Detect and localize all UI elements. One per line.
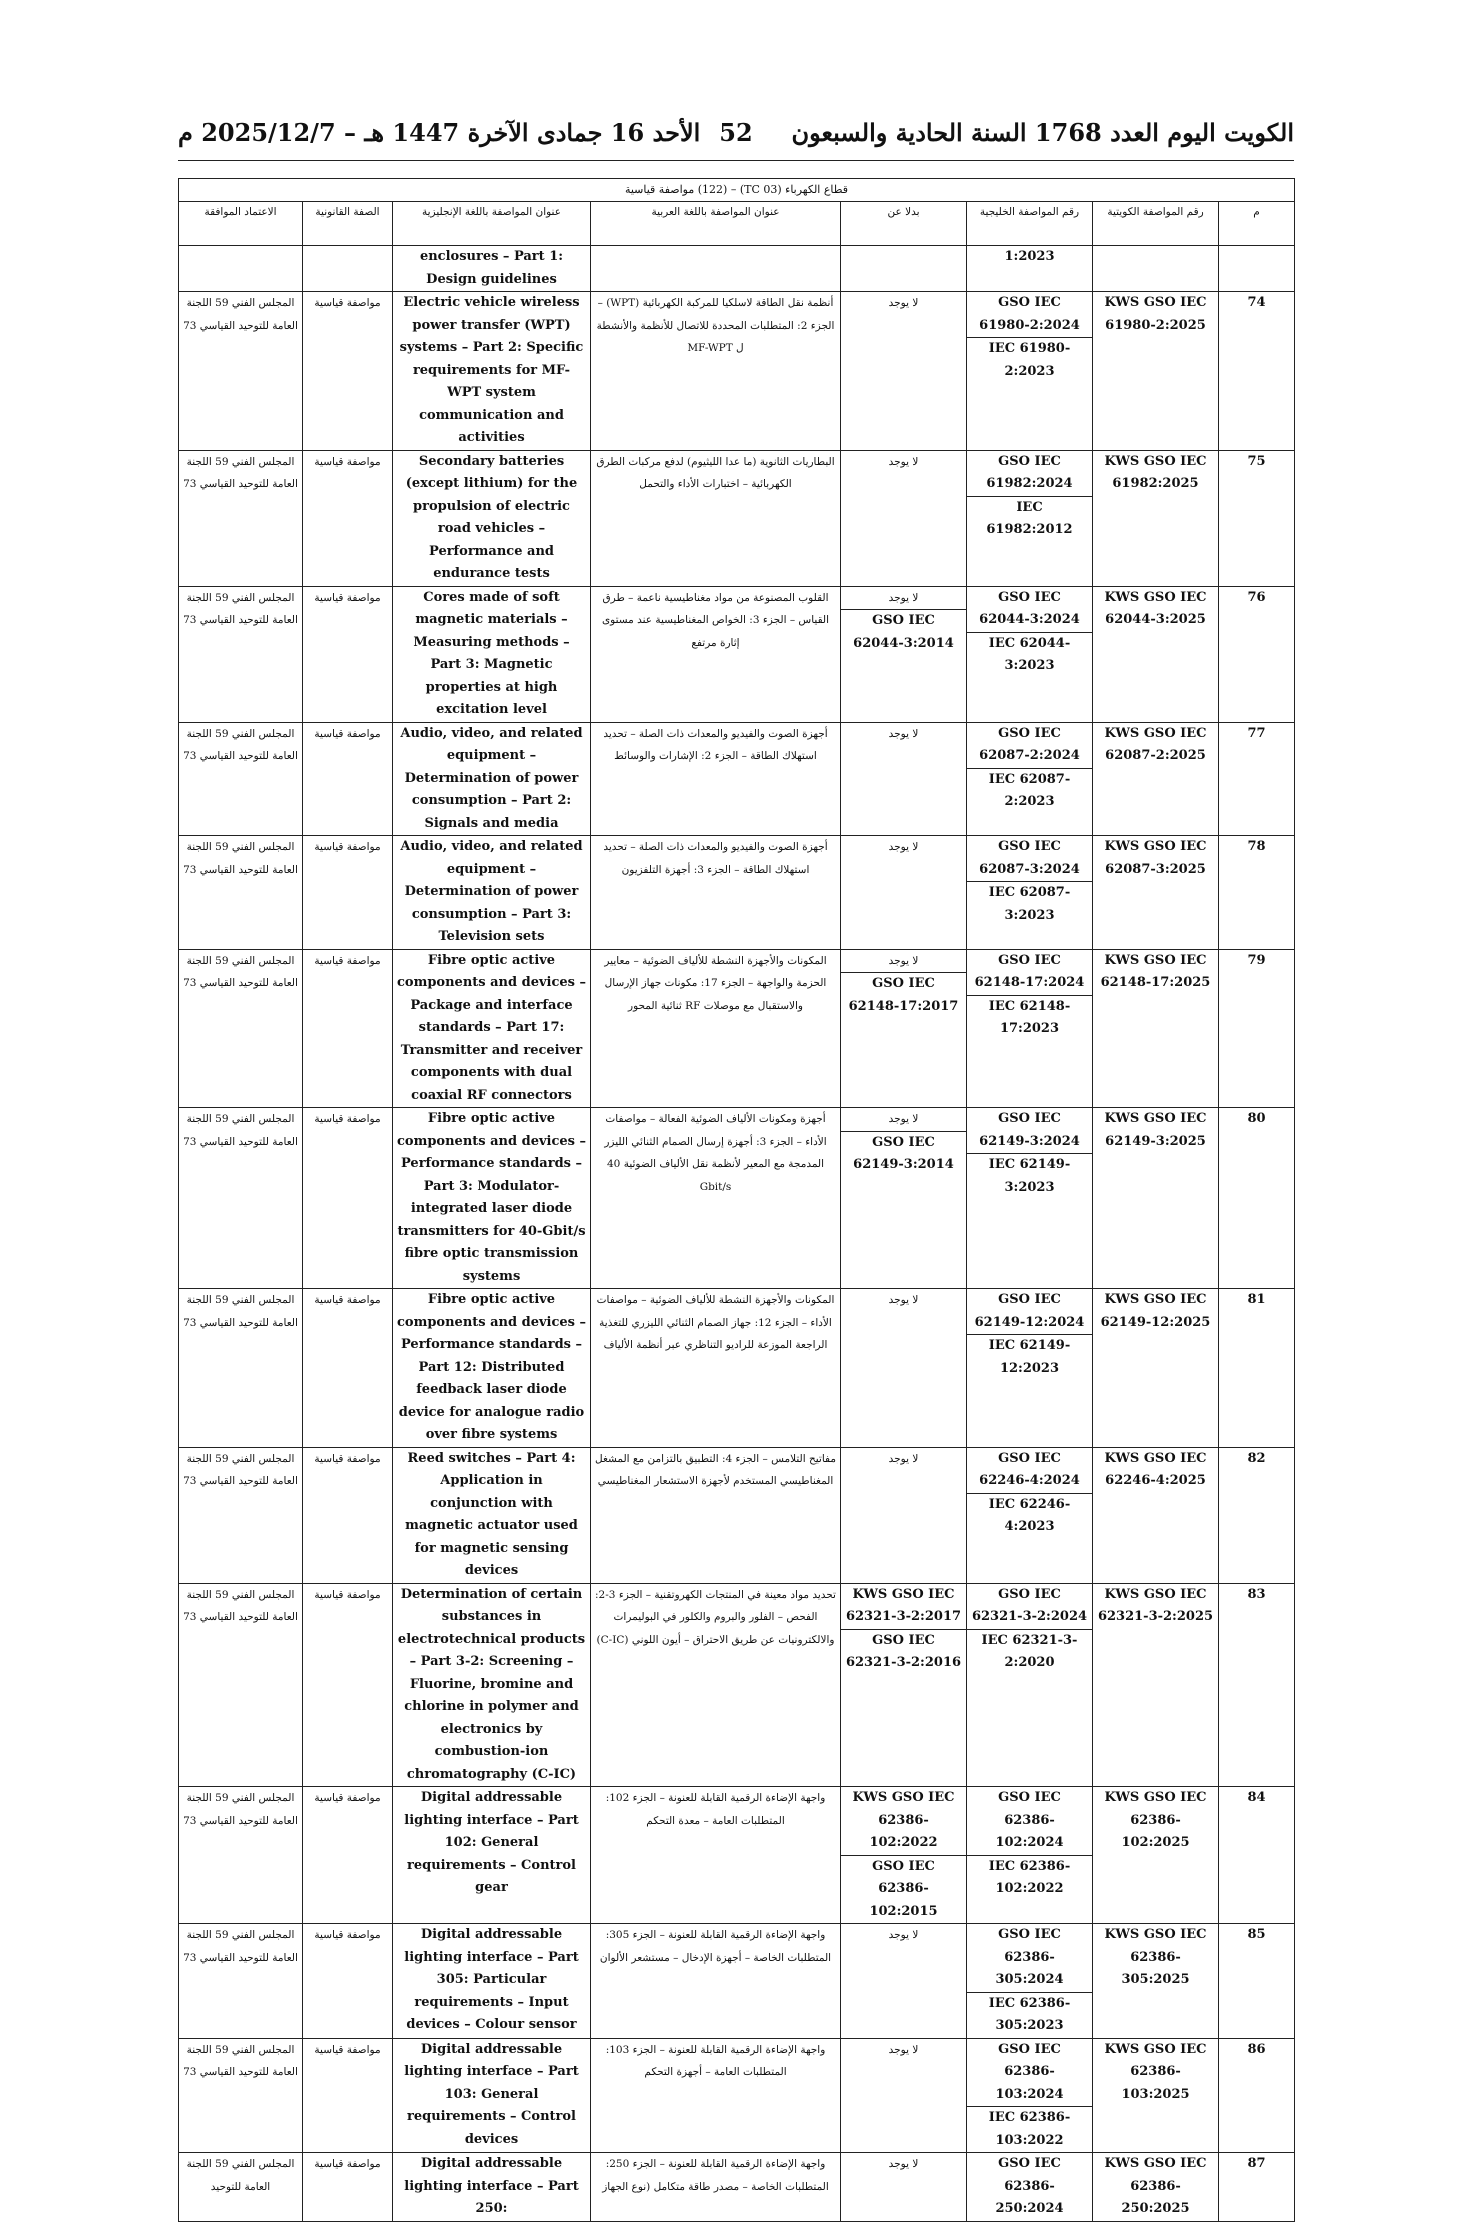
approval: المجلس الفني 59 اللجنة العامة للتوحيد القياسي 73: [179, 1583, 303, 1787]
replaced-cell: [841, 292, 967, 451]
legal-status: مواصفة قياسية: [303, 1447, 393, 1583]
kws-number: KWS GSO IEC 62386-102:2025: [1093, 1787, 1219, 1924]
english-title: Digital addressable lighting interface – Part 250:: [393, 2153, 591, 2222]
legal-status: مواصفة قياسية: [303, 1289, 393, 1448]
replaced-cell: [841, 1108, 967, 1289]
approval: المجلس الفني 59 اللجنة العامة للتوحيد: [179, 2153, 303, 2222]
row-number: 78: [1219, 836, 1295, 950]
replaced-cell: [841, 1787, 967, 1924]
row-number: 76: [1219, 586, 1295, 722]
iec-number: IEC 62148-17:2023: [988, 998, 1071, 1036]
english-title: Electric vehicle wireless power transfer (WPT) systems – Part 2: Specific requirements for MF-WPT system communication and activities: [393, 292, 591, 451]
replaced-cell: [841, 949, 967, 1108]
english-title: Determination of certain substances in electrotechnical products – Part 3-2: Screening – Fluorine, bromine and chlorine in polymer and electronics by combustion-ion chromatography (C-IC): [393, 1583, 591, 1787]
kws-number: KWS GSO IEC 62386-250:2025: [1093, 2153, 1219, 2222]
row-number: 75: [1219, 450, 1295, 586]
gso-number-cell: [967, 836, 1093, 950]
gso-number-cell: [967, 722, 1093, 836]
table-row: [179, 586, 1295, 722]
arabic-title: تحديد مواد معينة في المنتجات الكهروتقنية – الجزء 3-2: الفحص – الفلور والبروم والكلور في البوليمرات والالكترونيات عن طريق الاحتراق – أيون اللوني (C-IC): [591, 1583, 841, 1787]
gso-number: GSO IEC 62386-102:2024: [967, 1787, 1092, 1856]
gso-number: GSO IEC 62087-3:2024: [967, 836, 1092, 882]
page-header: [178, 118, 1294, 158]
gso-number-cell: [967, 450, 1093, 586]
gso-number: GSO IEC 61982:2024: [967, 451, 1092, 497]
row-number: 79: [1219, 949, 1295, 1108]
english-title: Fibre optic active components and devices – Package and interface standards – Part 17: Transmitter and receiver components with dual coaxial RF connectors: [393, 949, 591, 1108]
replaced-primary: لا يوجد: [841, 587, 966, 611]
kws-number: KWS GSO IEC 62149-3:2025: [1093, 1108, 1219, 1289]
english-title: Cores made of soft magnetic materials – Measuring methods – Part 3: Magnetic properties at high excitation level: [393, 586, 591, 722]
arabic-title: مفاتيح التلامس – الجزء 4: التطبيق بالتزامن مع المشغل المغناطيسي المستخدم لأجهزة الاستشعار المغناطيسي: [591, 1447, 841, 1583]
replaced-primary: لا يوجد: [841, 950, 966, 974]
approval: المجلس الفني 59 اللجنة العامة للتوحيد القياسي 73: [179, 1924, 303, 2039]
table-row: [179, 836, 1295, 950]
table-row: [179, 1289, 1295, 1448]
col-header-ar-title: عنوان المواصفة باللغة العربية: [591, 202, 841, 246]
gso-number-cell: [967, 292, 1093, 451]
iec-number: IEC 62149-3:2023: [988, 1157, 1071, 1195]
row-number: 77: [1219, 722, 1295, 836]
approval: المجلس الفني 59 اللجنة العامة للتوحيد القياسي 73: [179, 2038, 303, 2153]
gso-number: GSO IEC 62386-103:2024: [967, 2039, 1092, 2108]
iec-number: IEC 62149-12:2023: [988, 1338, 1071, 1376]
arabic-title: واجهة الإضاءة الرقمية القابلة للعنونة – الجزء 102: المتطلبات العامة – معدة التحكم: [591, 1787, 841, 1924]
iec-number: IEC 62386-305:2023: [988, 1995, 1071, 2033]
replaced-cell: [841, 1924, 967, 2039]
continuation-gso: 1:2023: [967, 246, 1093, 292]
english-title: Digital addressable lighting interface – Part 102: General requirements – Control gear: [393, 1787, 591, 1924]
replaced-primary: لا يوجد: [888, 841, 919, 853]
arabic-title: واجهة الإضاءة الرقمية القابلة للعنونة – الجزء 250: المتطلبات الخاصة – مصدر طاقة متكامل (نوع الجهاز: [591, 2153, 841, 2222]
legal-status: مواصفة قياسية: [303, 1583, 393, 1787]
replaced-primary: لا يوجد: [888, 1294, 919, 1306]
legal-status: مواصفة قياسية: [303, 1924, 393, 2039]
newspaper-issue: الكويت اليوم العدد 1768 السنة الحادية والسبعون: [791, 118, 1294, 147]
approval: المجلس الفني 59 اللجنة العامة للتوحيد القياسي 73: [179, 1289, 303, 1448]
row-number: 83: [1219, 1583, 1295, 1787]
gso-number: GSO IEC 62386-250:2024: [995, 2156, 1064, 2216]
arabic-title: القلوب المصنوعة من مواد مغناطيسية ناعمة – طرق القياس – الجزء 3: الخواص المغناطيسية عند مستوى إثارة مرتفع: [591, 586, 841, 722]
row-number: 74: [1219, 292, 1295, 451]
iec-number: IEC 62321-3-2:2020: [981, 1632, 1078, 1670]
replaced-cell: [841, 1583, 967, 1787]
replaced-primary: لا يوجد: [888, 727, 919, 740]
iec-number: IEC 61980-2:2023: [988, 341, 1071, 379]
gso-number: GSO IEC 62246-4:2024: [967, 1448, 1092, 1494]
issue-date: الأحد 16 جمادى الآخرة 1447 هـ – 2025/12/7 م: [178, 118, 701, 147]
approval: المجلس الفني 59 اللجنة العامة للتوحيد القياسي 73: [179, 586, 303, 722]
header-rule: [178, 160, 1294, 161]
table-row: [179, 1583, 1295, 1787]
iec-number: IEC 62386-102:2022: [988, 1858, 1071, 1896]
row-number: 85: [1219, 1924, 1295, 2039]
table-row: [179, 949, 1295, 1108]
replaced-primary: KWS GSO IEC 62321-3-2:2017: [841, 1584, 966, 1630]
arabic-title: واجهة الإضاءة الرقمية القابلة للعنونة – الجزء 305: المتطلبات الخاصة – أجهزة الإدخال – مستشعر الألوان: [591, 1924, 841, 2039]
replaced-primary: لا يوجد: [888, 2043, 919, 2056]
replaced-cell: [841, 836, 967, 950]
row-number: 81: [1219, 1289, 1295, 1448]
legal-status: مواصفة قياسية: [303, 1787, 393, 1924]
continuation-row: [179, 246, 1295, 292]
row-number: 82: [1219, 1447, 1295, 1583]
english-title: Reed switches – Part 4: Application in conjunction with magnetic actuator used for magnetic sensing devices: [393, 1447, 591, 1583]
row-number: 86: [1219, 2038, 1295, 2153]
table-row: [179, 1447, 1295, 1583]
gso-number-cell: [967, 1583, 1093, 1787]
gso-number: GSO IEC 62321-3-2:2024: [967, 1584, 1092, 1630]
kws-number: KWS GSO IEC 62321-3-2:2025: [1093, 1583, 1219, 1787]
replaced-cell: [841, 1447, 967, 1583]
arabic-title: المكونات والأجهزة النشطة للألياف الضوئية – مواصفات الأداء – الجزء 12: جهاز الصمام الثنائي الليزري للتغذية الراجعة الموزعة للراديو التناظري عبر أنظمة الألياف: [591, 1289, 841, 1448]
replaced-primary: KWS GSO IEC 62386-102:2022: [841, 1787, 966, 1856]
gso-number: GSO IEC 62386-305:2024: [967, 1924, 1092, 1993]
replaced-primary: لا يوجد: [888, 2158, 919, 2170]
row-number: 80: [1219, 1108, 1295, 1289]
gso-number-cell: [967, 1787, 1093, 1924]
approval: المجلس الفني 59 اللجنة العامة للتوحيد القياسي 73: [179, 450, 303, 586]
arabic-title: البطاريات الثانوية (ما عدا الليثيوم) لدفع مركبات الطرق الكهربائية – اختبارات الأداء والتحمل: [591, 450, 841, 586]
replaced-secondary: GSO IEC 62386-102:2015: [869, 1858, 938, 1919]
legal-status: مواصفة قياسية: [303, 292, 393, 451]
legal-status: مواصفة قياسية: [303, 949, 393, 1108]
approval: المجلس الفني 59 اللجنة العامة للتوحيد القياسي 73: [179, 722, 303, 836]
approval: المجلس الفني 59 اللجنة العامة للتوحيد القياسي 73: [179, 292, 303, 451]
iec-number: IEC 62386-103:2022: [988, 2110, 1071, 2148]
table-row: [179, 2153, 1295, 2222]
kws-number: KWS GSO IEC 62044-3:2025: [1093, 586, 1219, 722]
gso-number-cell: [967, 586, 1093, 722]
iec-number: IEC 62044-3:2023: [988, 635, 1071, 673]
gso-number: GSO IEC 62149-3:2024: [967, 1108, 1092, 1154]
approval: المجلس الفني 59 اللجنة العامة للتوحيد القياسي 73: [179, 1447, 303, 1583]
arabic-title: أنظمة نقل الطاقة لاسلكيا للمركبة الكهربائية (WPT) – الجزء 2: المتطلبات المحددة للاتصال للأنظمة والأنشطة ل MF-WPT: [591, 292, 841, 451]
kws-number: KWS GSO IEC 62149-12:2025: [1093, 1289, 1219, 1448]
gso-number-cell: [967, 2153, 1093, 2222]
replaced-cell: [841, 2153, 967, 2222]
replaced-primary: لا يوجد: [888, 1452, 919, 1465]
english-title: Fibre optic active components and devices – Performance standards – Part 12: Distributed feedback laser diode device for analogue radio over fibre systems: [393, 1289, 591, 1448]
page-number: 52: [719, 118, 753, 147]
kws-number: KWS GSO IEC 61980-2:2025: [1093, 292, 1219, 451]
replaced-cell: [841, 722, 967, 836]
table-row: [179, 722, 1295, 836]
arabic-title: واجهة الإضاءة الرقمية القابلة للعنونة – الجزء 103: المتطلبات العامة – أجهزة التحكم: [591, 2038, 841, 2153]
legal-status: مواصفة قياسية: [303, 1108, 393, 1289]
row-number: 84: [1219, 1787, 1295, 1924]
standards-table: [178, 178, 1295, 2222]
replaced-primary: لا يوجد: [888, 1929, 919, 1941]
kws-number: KWS GSO IEC 62386-103:2025: [1093, 2038, 1219, 2153]
approval: المجلس الفني 59 اللجنة العامة للتوحيد القياسي 73: [179, 949, 303, 1108]
iec-number: IEC 62246-4:2023: [988, 1496, 1071, 1534]
iec-number: IEC 62087-2:2023: [988, 771, 1071, 809]
gso-number-cell: [967, 1108, 1093, 1289]
col-header-m: م: [1219, 202, 1295, 246]
row-number: 87: [1219, 2153, 1295, 2222]
approval: المجلس الفني 59 اللجنة العامة للتوحيد القياسي 73: [179, 1787, 303, 1924]
kws-number: KWS GSO IEC 62246-4:2025: [1093, 1447, 1219, 1583]
replaced-secondary: GSO IEC 62321-3-2:2016: [845, 1632, 962, 1670]
iec-number: IEC 62087-3:2023: [988, 885, 1071, 923]
english-title: Secondary batteries (except lithium) for the propulsion of electric road vehicles – Performance and endurance tests: [393, 450, 591, 586]
legal-status: مواصفة قياسية: [303, 836, 393, 950]
table-row: [179, 450, 1295, 586]
col-header-en-title: عنوان المواصفة باللغة الإنجليزية: [393, 202, 591, 246]
replaced-primary: لا يوجد: [888, 297, 919, 309]
replaced-cell: [841, 586, 967, 722]
kws-number: KWS GSO IEC 62386-305:2025: [1093, 1924, 1219, 2039]
replaced-secondary: GSO IEC 62148-17:2017: [848, 976, 959, 1014]
legal-status: مواصفة قياسية: [303, 2038, 393, 2153]
replaced-primary: لا يوجد: [888, 455, 919, 468]
gso-number-cell: [967, 1289, 1093, 1448]
kws-number: KWS GSO IEC 61982:2025: [1093, 450, 1219, 586]
table-row: [179, 1787, 1295, 1924]
replaced-cell: [841, 1289, 967, 1448]
replaced-secondary: GSO IEC 62044-3:2014: [853, 613, 954, 651]
table-row: [179, 1924, 1295, 2039]
approval: المجلس الفني 59 اللجنة العامة للتوحيد القياسي 73: [179, 836, 303, 950]
arabic-title: أجهزة ومكونات الألياف الضوئية الفعالة – مواصفات الأداء – الجزء 3: أجهزة إرسال الصمام الثنائي الليزر المدمجة مع المعير لأنظمة نقل الألياف الضوئية 40 Gbit/s: [591, 1108, 841, 1289]
english-title: Audio, video, and related equipment – Determination of power consumption – Part 3: Television sets: [393, 836, 591, 950]
iec-number: IEC 61982:2012: [986, 499, 1073, 537]
table-row: [179, 2038, 1295, 2153]
legal-status: مواصفة قياسية: [303, 722, 393, 836]
arabic-title: المكونات والأجهزة النشطة للألياف الضوئية – معايير الحزمة والواجهة – الجزء 17: مكونات جهاز الإرسال والاستقبال مع موصلات RF ثنائية المحور: [591, 949, 841, 1108]
replaced-cell: [841, 2038, 967, 2153]
col-header-kws: رقم المواصفة الكويتية: [1093, 202, 1219, 246]
english-title: Fibre optic active components and devices – Performance standards – Part 3: Modulator-integrated laser diode transmitters for 40-Gbit/s fibre optic transmission systems: [393, 1108, 591, 1289]
replaced-secondary: GSO IEC 62149-3:2014: [853, 1134, 954, 1172]
col-header-legal: الصفة القانونية: [303, 202, 393, 246]
legal-status: مواصفة قياسية: [303, 450, 393, 586]
legal-status: مواصفة قياسية: [303, 586, 393, 722]
legal-status: مواصفة قياسية: [303, 2153, 393, 2222]
arabic-title: أجهزة الصوت والفيديو والمعدات ذات الصلة – تحديد استهلاك الطاقة – الجزء 2: الإشارات والوسائط: [591, 722, 841, 836]
replaced-cell: [841, 450, 967, 586]
table-row: [179, 292, 1295, 451]
gso-number-cell: [967, 949, 1093, 1108]
gso-number-cell: [967, 2038, 1093, 2153]
kws-number: KWS GSO IEC 62087-2:2025: [1093, 722, 1219, 836]
continuation-en-title: enclosures – Part 1: Design guidelines: [393, 246, 591, 292]
replaced-primary: لا يوجد: [841, 1108, 966, 1132]
gso-number: GSO IEC 62087-2:2024: [967, 723, 1092, 769]
col-header-replaced: بدلا عن: [841, 202, 967, 246]
col-header-gso: رقم المواصفة الخليجية: [967, 202, 1093, 246]
english-title: Digital addressable lighting interface – Part 103: General requirements – Control devices: [393, 2038, 591, 2153]
gso-number: GSO IEC 61980-2:2024: [967, 292, 1092, 338]
table-row: [179, 1108, 1295, 1289]
gso-number-cell: [967, 1924, 1093, 2039]
approval: المجلس الفني 59 اللجنة العامة للتوحيد القياسي 73: [179, 1108, 303, 1289]
arabic-title: أجهزة الصوت والفيديو والمعدات ذات الصلة – تحديد استهلاك الطاقة – الجزء 3: أجهزة التلفزيون: [591, 836, 841, 950]
sector-title: قطاع الكهرباء (TC 03) – (122) مواصفة قياسية: [179, 179, 1295, 202]
gso-number: GSO IEC 62044-3:2024: [967, 587, 1092, 633]
gso-number: GSO IEC 62149-12:2024: [967, 1289, 1092, 1335]
gso-number: GSO IEC 62148-17:2024: [967, 950, 1092, 996]
gso-number-cell: [967, 1447, 1093, 1583]
kws-number: KWS GSO IEC 62148-17:2025: [1093, 949, 1219, 1108]
kws-number: KWS GSO IEC 62087-3:2025: [1093, 836, 1219, 950]
english-title: Digital addressable lighting interface – Part 305: Particular requirements – Input devices – Colour sensor: [393, 1924, 591, 2039]
col-header-approval: الاعتماد الموافقة: [179, 202, 303, 246]
english-title: Audio, video, and related equipment – Determination of power consumption – Part 2: Signals and media: [393, 722, 591, 836]
